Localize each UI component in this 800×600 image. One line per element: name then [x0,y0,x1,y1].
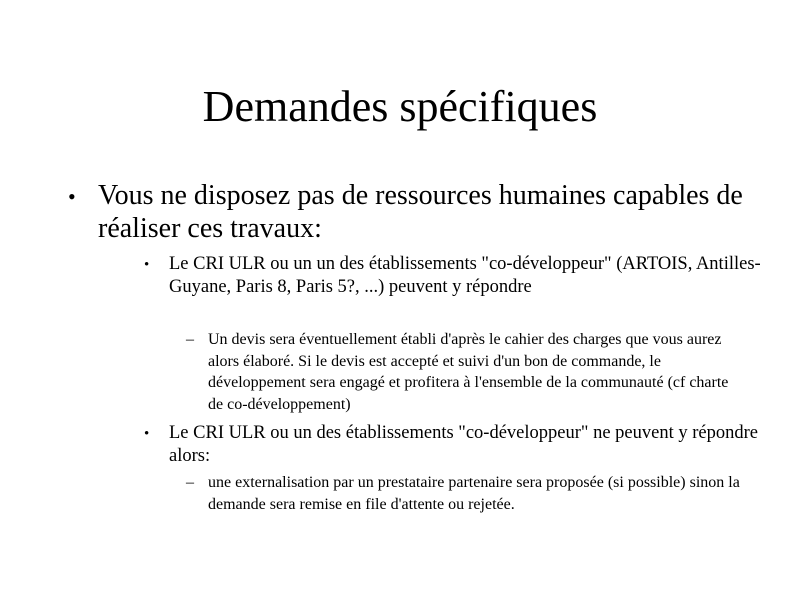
bullet-text: Le CRI ULR ou un des établissements "co-développeur" ne peuvent y répondre alors: [169,423,758,466]
bullet-text: Un devis sera éventuellement établi d'après le cahier des charges que vous aurez alors élaboré. Si le devis est accepté et suivi d'un bon de commande, le développement sera engagé et profitera à l'ensemble de la communauté (cf charte de co-développement) [208,331,729,413]
dash-icon: – [186,474,194,491]
bullet-dot-icon: • [144,257,150,273]
bullet-dot-icon: • [68,184,76,209]
bullet-text: Le CRI ULR ou un un des établissements "co-développeur" (ARTOIS, Antilles-Guyane, Paris 8, Paris 5?, ...) peuvent y répondre [169,254,761,297]
bullet-item-level3-second [186,472,746,515]
bullet-item-level2-second [144,422,764,468]
bullet-item-level2-first [144,253,764,299]
bullet-text: une externalisation par un prestataire partenaire sera proposée (si possible) sinon la demande sera remise en file d'attente ou rejetée. [208,474,740,513]
dash-icon: – [186,331,194,348]
bullet-dot-icon: • [144,426,150,442]
bullet-text: Vous ne disposez pas de ressources humaines capables de réaliser ces travaux: [98,180,743,244]
bullet-item-level1 [68,179,768,245]
bullet-item-level3-first [186,329,746,415]
slide-title: Demandes spécifiques [202,82,598,131]
